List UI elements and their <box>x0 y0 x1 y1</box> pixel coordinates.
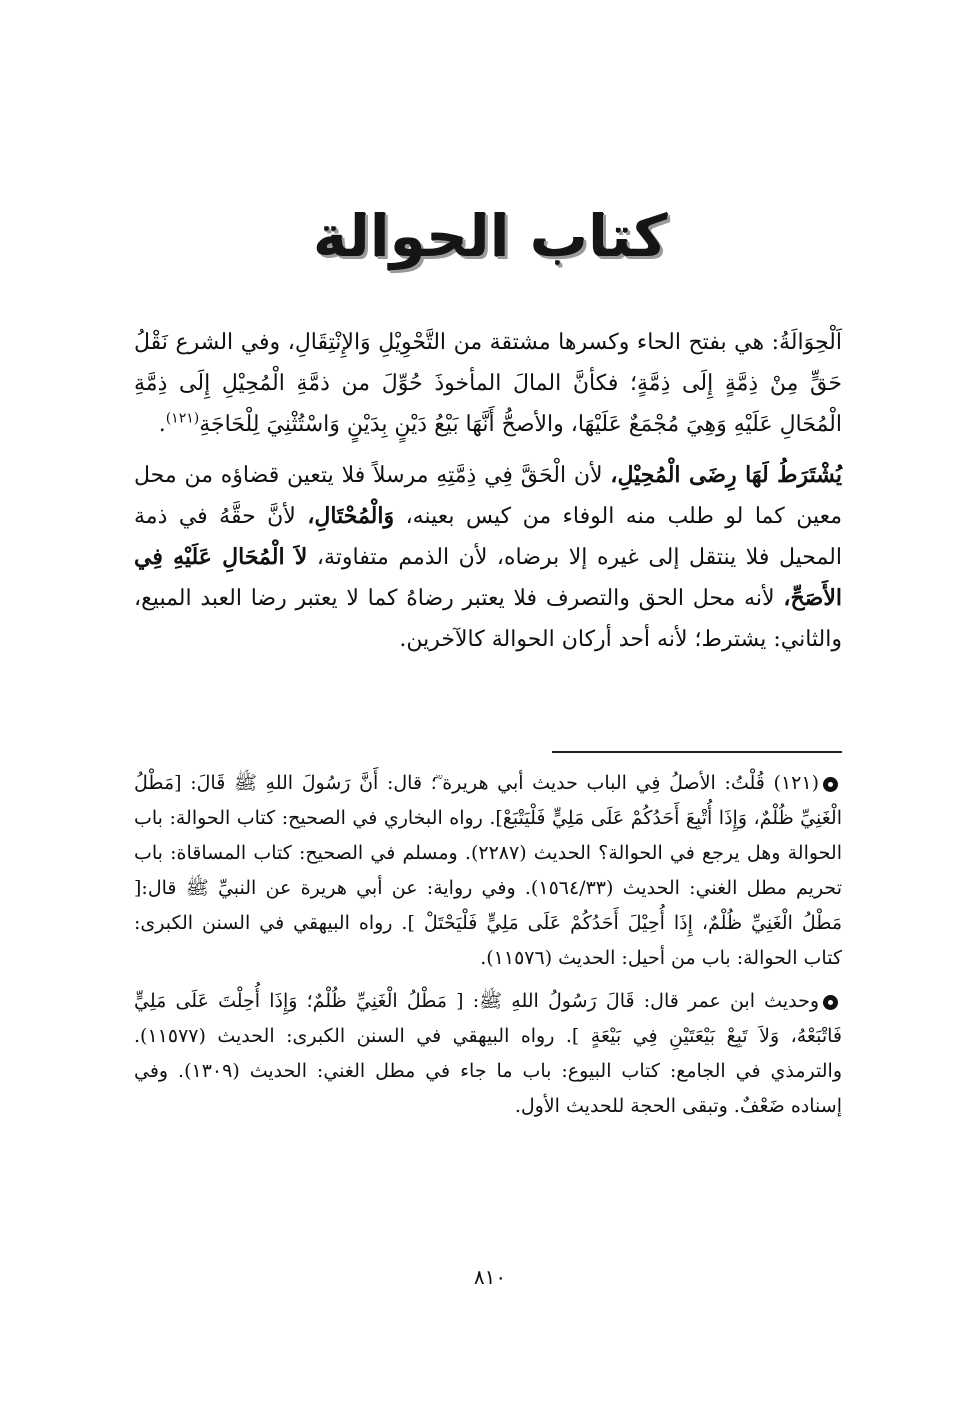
footnotes <box>134 766 842 1124</box>
intro-text: اَلْحِوَالَةُ: هي بفتح الحاء وكسرها مشتقة من التَّحْوِيْلِ وَالإِنْتِقَالِ، وفي الشرع نَقْلُ حَقٍّ مِنْ ذِمَّةٍ إِلَى ذِمَّةٍ؛ فكأنَّ المالَ المأخوذَ حُوِّلَ من ذمَّةِ الْمُحِيْلِ إِلَى ذِمَّةِ الْمُحَالِ عَلَيْهِ وَهِيَ مُجْمَعٌ عَلَيْهَا، والأصحُّ أَنَّهَا بَيْعُ دَيْنٍ بِدَيْنٍ وَاسْتُثْنِيَ لِلْحَاجَةِ <box>134 330 843 437</box>
footnote-ibn-umar-text: وحديث ابن عمر قال: قَالَ رَسُولُ اللهِ ﷺ: [ مَطْلُ الْغَنِيِّ ظُلْمٌ؛ وَإِذَا أُحِلْتَ عَلَى مَلِيٍّ فَاتْبَعْهُ، وَلاَ تَبِعْ بَيْعَتَيْنِ فِي بَيْعَةٍ ]. رواه البيهقي في السنن الكبرى: الحديث (١١٥٧٧). والترمذي في الجامع: كتاب البيوع: باب ما جاء في مطل الغني: الحديث (١٣٠٩). وفي إسناده ضَعْفٌ. وتبقى الحجة للحديث الأول. <box>134 990 842 1117</box>
footnote-ibn-umar <box>134 984 842 1124</box>
bullet-icon <box>823 995 838 1010</box>
footnote-121-text: (١٢١) قُلْتُ: الأصلُ فِي الباب حديث أبي هريرة ؓ؛ قال: أَنَّ رَسُولَ اللهِ ﷺ قَالَ: [مَطْلُ الْغَنِيِّ ظُلْمٌ، وَإِذَا أُتْبِعَ أَحَدُكُمْ عَلَى مَلِيٍّ فَلْيَتْبَعْ]. رواه البخاري في الصحيح: كتاب الحوالة: باب الحوالة وهل يرجع في الحوالة؟ الحديث (٢٢٨٧). ومسلم في الصحيح: كتاب المساقاة: باب تحريم مطل الغني: الحديث (١٥٦٤/٣٣). وفي رواية: عن أبي هريرة عن النبيِّ ﷺ قال:[ مَطْلُ الْغَنِيِّ ظُلْمٌ، إِذَا أُحِيْلَ أَحَدُكُمْ عَلَى مَلِيٍّ فَلْيَحْتَلْ ]. رواه البيهقي في السنن الكبرى: كتاب الحوالة: باب من أحيل: الحديث (١١٥٧٦). <box>134 772 842 969</box>
condition-muhal-alayh: لاَ الْمُحَالِ عَلَيْهِ فِي الأَصَحِّ، <box>134 544 842 611</box>
chapter-title: كتاب الحوالة <box>312 202 668 270</box>
condition-text-1: لأن الْحَقَّ فِي ذِمَّتِهِ مرسلاً فلا يتعين قضاؤه من محل معين كما لو طلب منه الوفاء من كيس بعينه، <box>134 463 842 529</box>
condition-lead: يُشْتَرَطُ لَهَا رِضَى الْمُحِيْلِ، <box>610 462 842 488</box>
main-text <box>134 322 842 660</box>
page-number: ٨١٠ <box>473 1265 507 1289</box>
condition-text-2: لأنَّ حقَّهُ في ذمة المحيل فلا ينتقل إلى غيره إلا برضاه، لأن الذمم متفاوتة، <box>134 504 842 570</box>
conditions-paragraph <box>134 455 842 660</box>
condition-text-3: لأنه محل الحق والتصرف فلا يعتبر رضاهُ كما لا يعتبر رضا العبد المبيع، والثاني: يشترط؛ لأنه أحد أركان الحوالة كالآخرين. <box>134 586 842 652</box>
condition-muhtal: وَالْمُحْتَالِ، <box>307 503 395 529</box>
footnote-ref-121[interactable]: (١٢١) <box>165 410 200 427</box>
footnote-121 <box>134 766 842 976</box>
intro-paragraph: اَلْحِوَالَةُ: هي بفتح الحاء وكسرها مشتقة من التَّحْوِيْلِ وَالإِنْتِقَالِ، وفي الشرع نَقْلُ حَقٍّ مِنْ ذِمَّةٍ إِلَى ذِمَّةٍ؛ فكأنَّ المالَ المأخوذَ حُوِّلَ من ذمَّةِ الْمُحِيْلِ إِلَى ذِمَّةِ الْمُحَالِ عَلَيْهِ وَهِيَ مُجْمَعٌ عَلَيْهَا، والأصحُّ أَنَّهَا بَيْعُ دَيْنٍ بِدَيْنٍ وَاسْتُثْنِيَ لِلْحَاجَةِ$^{(١٢١)}$. <box>134 330 843 437</box>
footnote-divider <box>552 751 842 753</box>
bullet-icon <box>823 777 838 792</box>
